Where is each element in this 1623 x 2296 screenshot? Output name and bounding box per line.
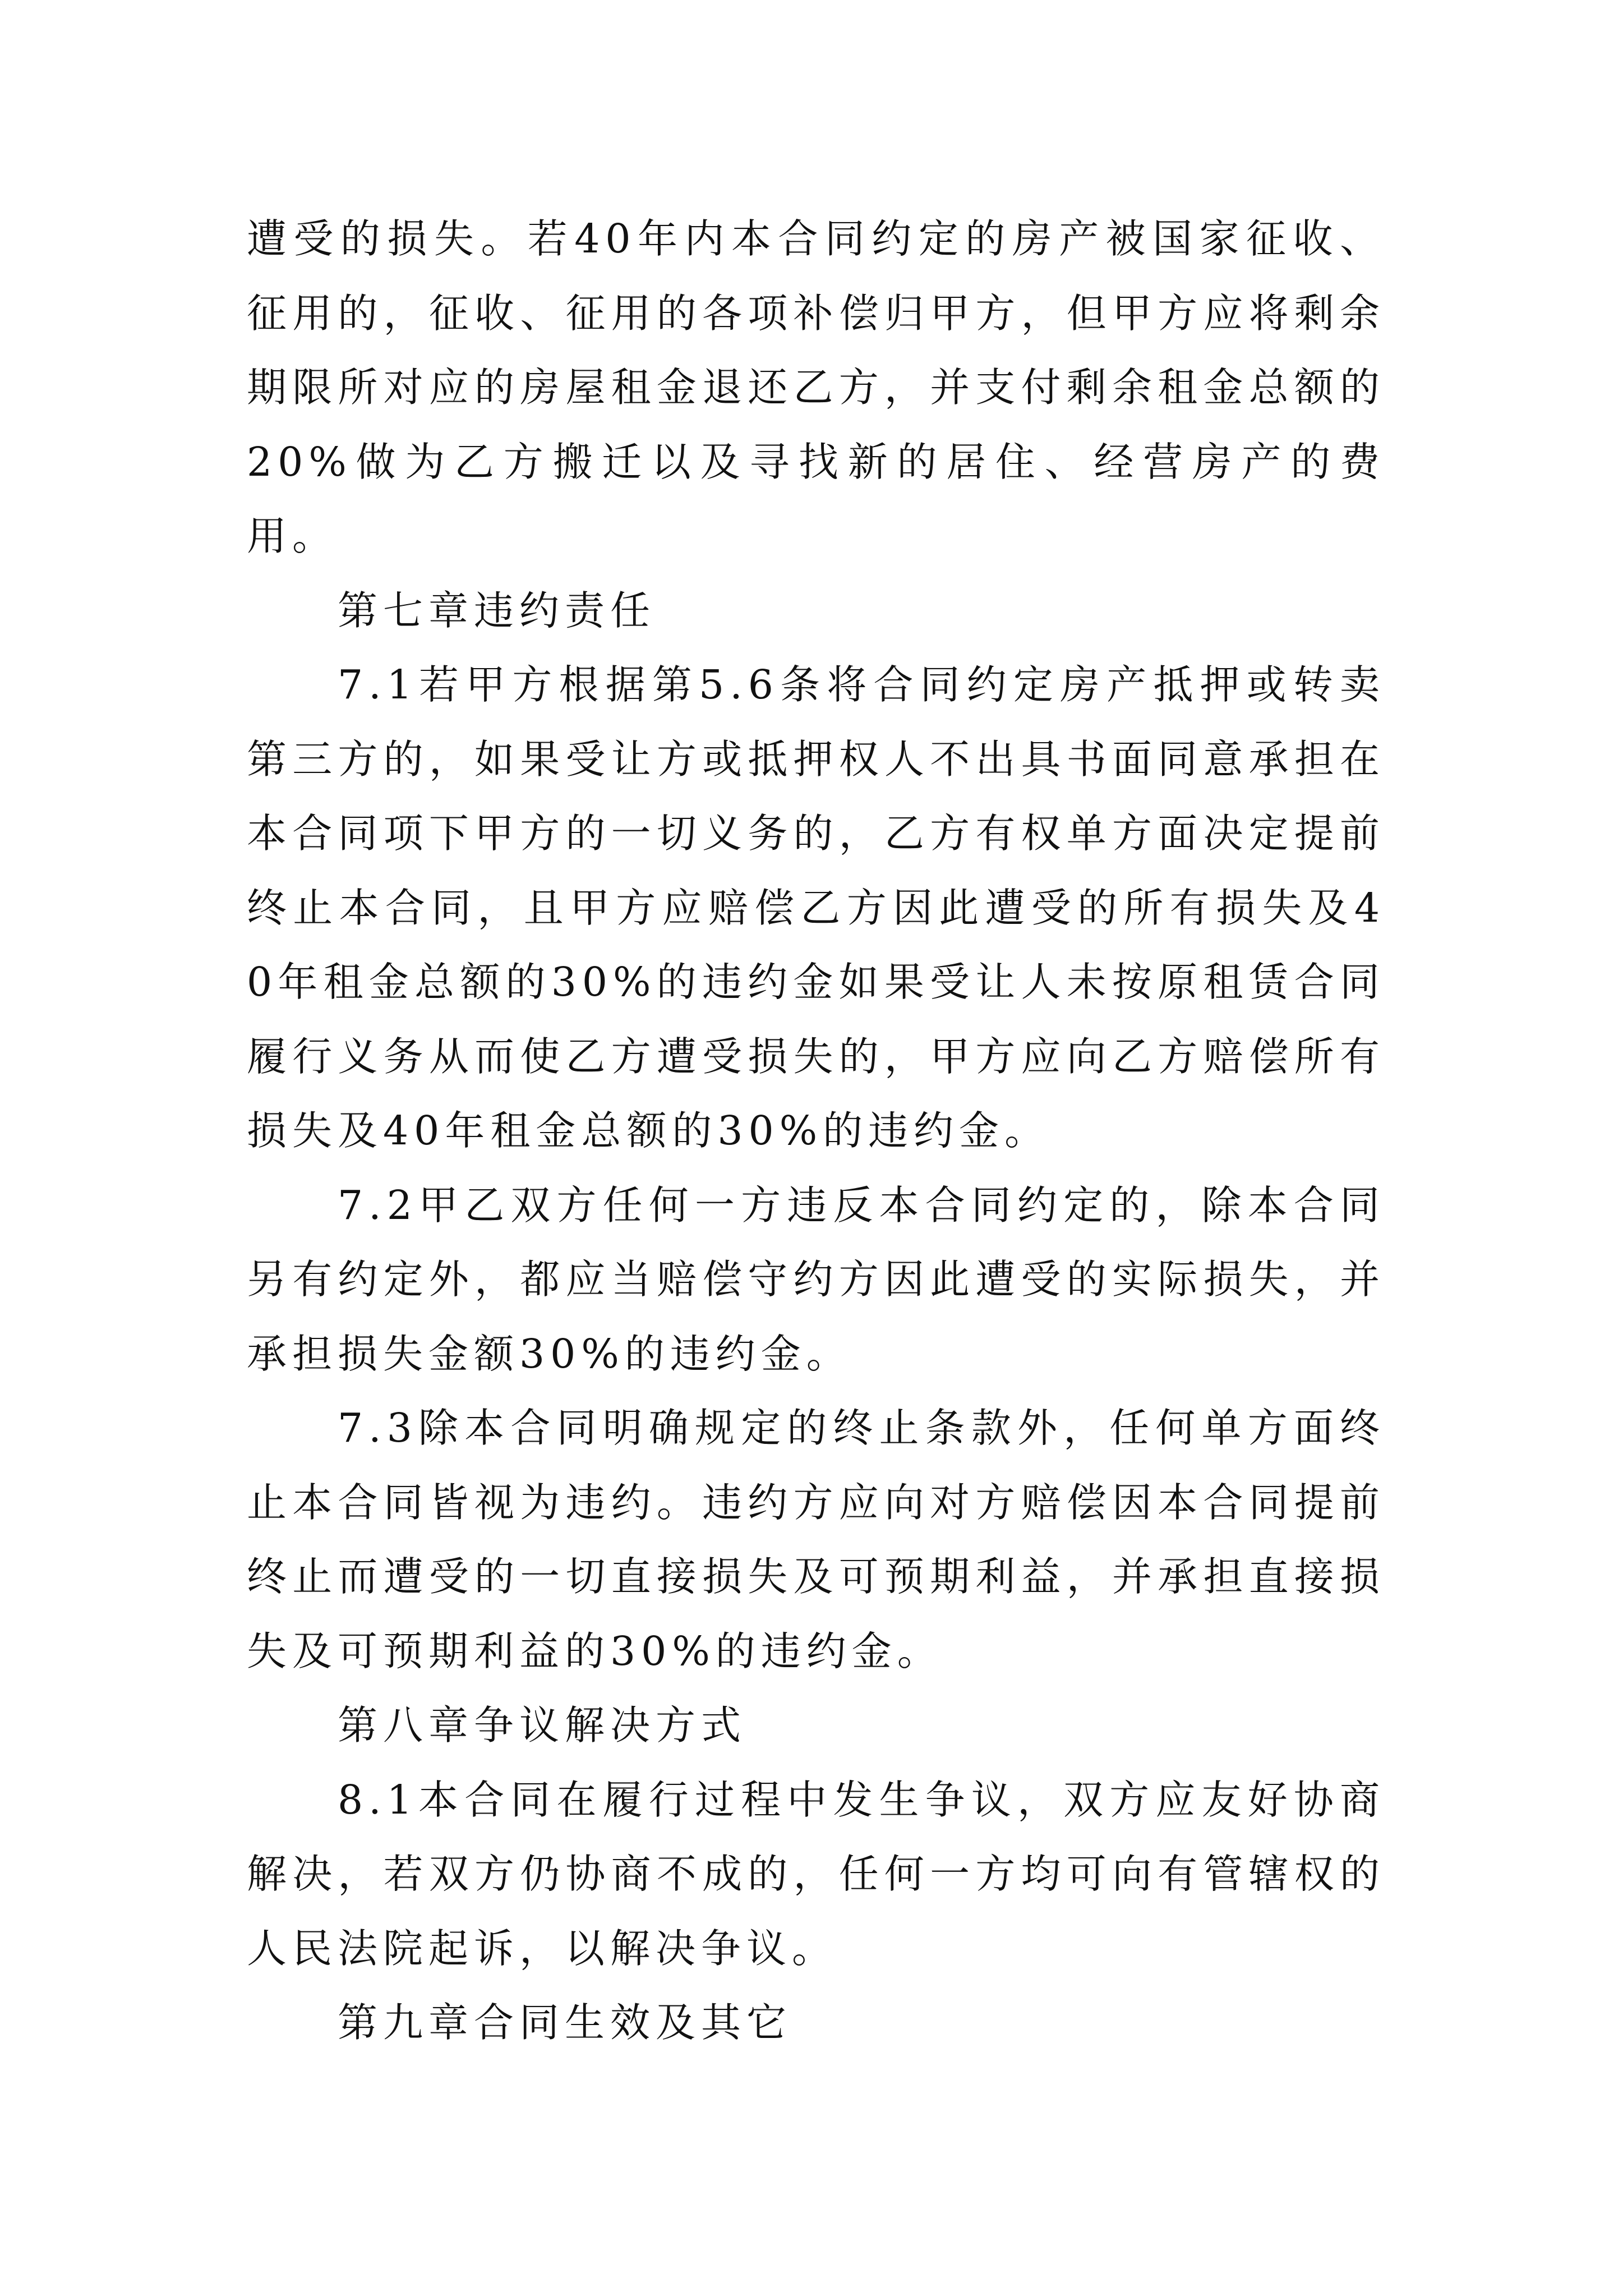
chapter-7-heading: 第七章违约责任: [338, 587, 656, 634]
clause-8-1: 8.1本合同在履行过程中发生争议，双方应友好协商解决，若双方仍协商不成的，任何一方均可向有管辖权的人民法院起诉，以解决争议。: [247, 1776, 1385, 1972]
paragraph-continuation: 遭受的损失。若40年内本合同约定的房产被国家征收、征用的，征收、征用的各项补偿归甲方，但甲方应将剩余期限所对应的房屋租金退还乙方，并支付剩余租金总额的20%做为乙方搬迁以及寻找新的居住、经营房产的费用。: [247, 215, 1385, 559]
clause-7-2: 7.2甲乙双方任何一方违反本合同约定的，除本合同另有约定外，都应当赔偿守约方因此遭受的实际损失，并承担损失金额30%的违约金。: [247, 1181, 1385, 1377]
chapter-8-heading: 第八章争议解决方式: [338, 1702, 747, 1749]
clause-7-3: 7.3除本合同明确规定的终止条款外，任何单方面终止本合同皆视为违约。违约方应向对方赔偿因本合同提前终止而遭受的一切直接损失及可预期利益，并承担直接损失及可预期利益的30%的违约金。: [247, 1405, 1385, 1674]
document-body: [247, 202, 1385, 2060]
clause-7-1: 7.1若甲方根据第5.6条将合同约定房产抵押或转卖第三方的，如果受让方或抵押权人不出具书面同意承担在本合同项下甲方的一切义务的，乙方有权单方面决定提前终止本合同，且甲方应赔偿乙方因此遭受的所有损失及40年租金总额的30%的违约金如果受让人未按原租赁合同履行义务从而使乙方遭受损失的，甲方应向乙方赔偿所有损失及40年租金总额的30%的违约金。: [247, 661, 1385, 1154]
chapter-9-heading: 第九章合同生效及其它: [338, 1999, 792, 2046]
